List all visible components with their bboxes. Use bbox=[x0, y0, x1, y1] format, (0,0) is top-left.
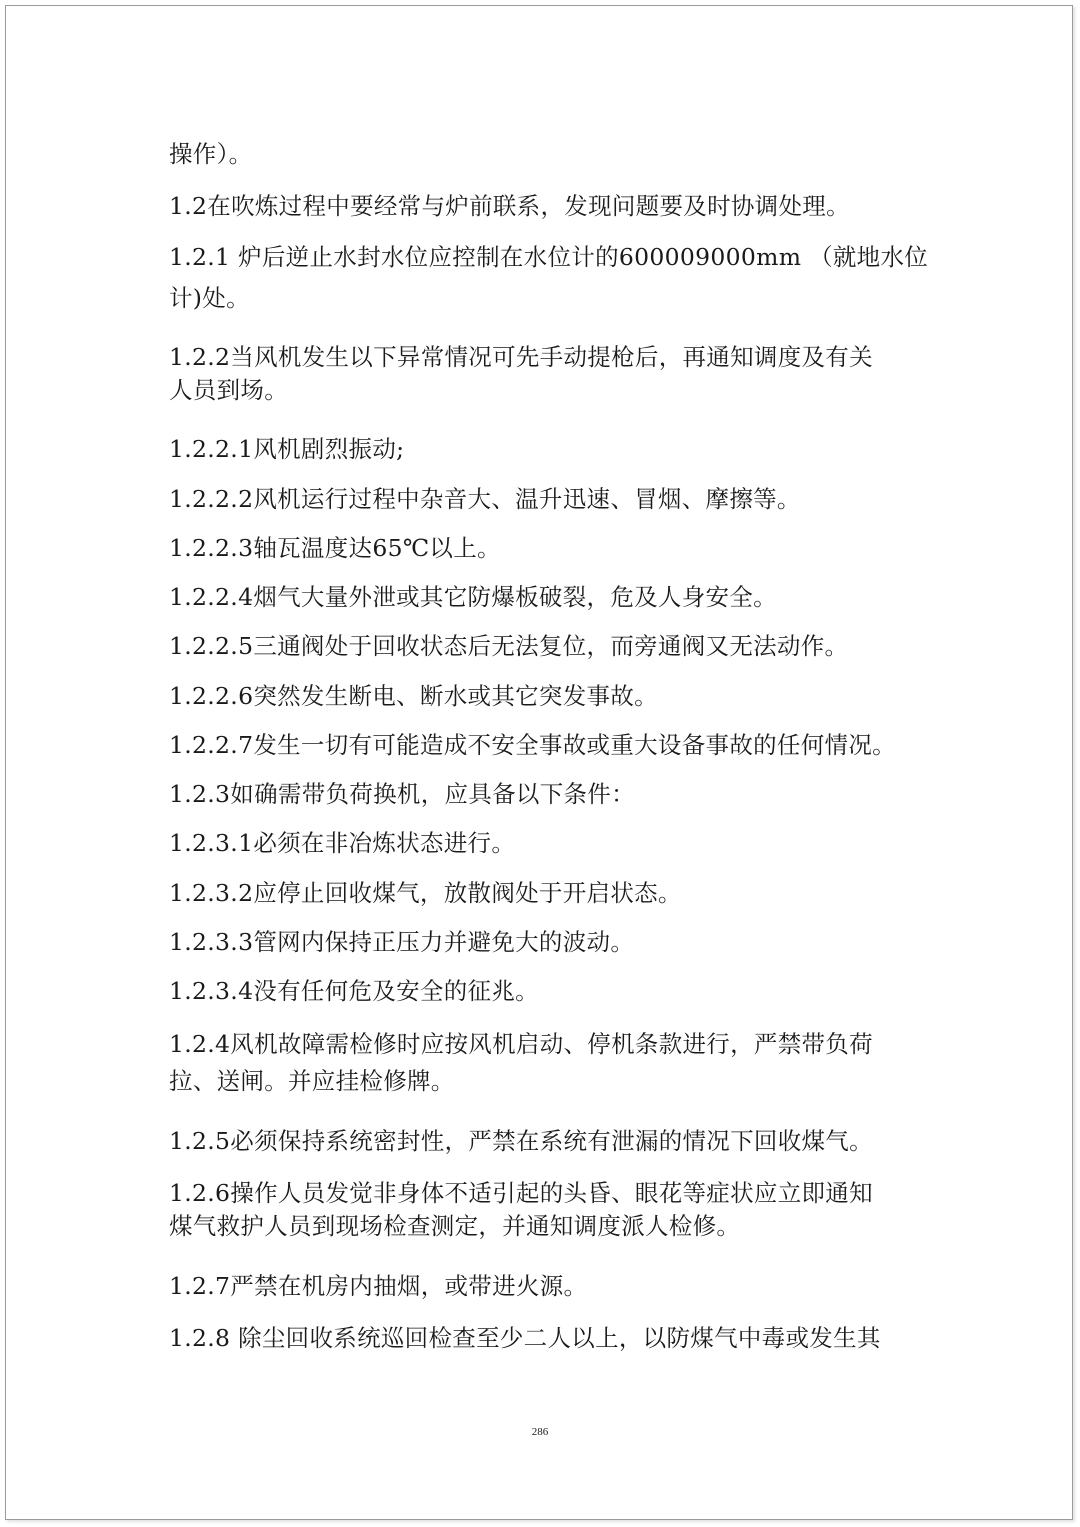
page-number: 286 bbox=[531, 1426, 549, 1438]
text-line: 计)处。 bbox=[169, 284, 250, 312]
text-line: 煤气救护人员到现场检查测定，并通知调度派人检修。 bbox=[169, 1212, 741, 1240]
text-line: 1.2.1 炉后逆止水封水位应控制在水位计的600009000mm （就地水位 bbox=[169, 243, 929, 271]
text-line: 1.2.8 除尘回收系统巡回检查至少二人以上，以防煤气中毒或发生其 bbox=[169, 1324, 881, 1352]
document-page bbox=[5, 5, 1073, 1520]
text-line: 1.2.3.3管网内保持正压力并避免大的波动。 bbox=[169, 928, 635, 956]
text-line: 拉、送闸。并应挂检修牌。 bbox=[169, 1067, 455, 1095]
text-line: 1.2.3.1必须在非冶炼状态进行。 bbox=[169, 829, 516, 857]
text-line: 1.2.2.5三通阀处于回收状态后无法复位，而旁通阀又无法动作。 bbox=[169, 632, 849, 660]
text-line: 1.2.5必须保持系统密封性，严禁在系统有泄漏的情况下回收煤气。 bbox=[169, 1127, 873, 1155]
text-line: 1.2.6操作人员发觉非身体不适引起的头昏、眼花等症状应立即通知 bbox=[169, 1179, 873, 1207]
text-line: 1.2.2.1风机剧烈振动; bbox=[169, 435, 405, 463]
text-line: 1.2.2.2风机运行过程中杂音大、温升迅速、冒烟、摩擦等。 bbox=[169, 485, 801, 513]
text-line: 1.2.3.2应停止回收煤气，放散阀处于开启状态。 bbox=[169, 879, 682, 907]
text-line: 1.2.2当风机发生以下异常情况可先手动提枪后，再通知调度及有关 bbox=[169, 343, 873, 371]
text-line: 1.2.2.4烟气大量外泄或其它防爆板破裂，危及人身安全。 bbox=[169, 583, 777, 611]
text-line: 1.2.2.7发生一切有可能造成不安全事故或重大设备事故的任何情况。 bbox=[169, 731, 896, 759]
text-line: 操作）。 bbox=[169, 140, 253, 168]
text-line: 人员到场。 bbox=[169, 376, 288, 404]
text-line: 1.2.7严禁在机房内抽烟，或带进火源。 bbox=[169, 1272, 588, 1300]
text-line: 1.2.3如确需带负荷换机，应具备以下条件： bbox=[169, 780, 635, 808]
text-line: 1.2在吹炼过程中要经常与炉前联系，发现问题要及时协调处理。 bbox=[169, 192, 850, 220]
text-line: 1.2.4风机故障需检修时应按风机启动、停机条款进行，严禁带负荷 bbox=[169, 1030, 873, 1058]
text-line: 1.2.2.3轴瓦温度达65℃以上。 bbox=[169, 534, 501, 562]
text-line: 1.2.3.4没有任何危及安全的征兆。 bbox=[169, 977, 539, 1005]
text-line: 1.2.2.6突然发生断电、断水或其它突发事故。 bbox=[169, 682, 658, 710]
